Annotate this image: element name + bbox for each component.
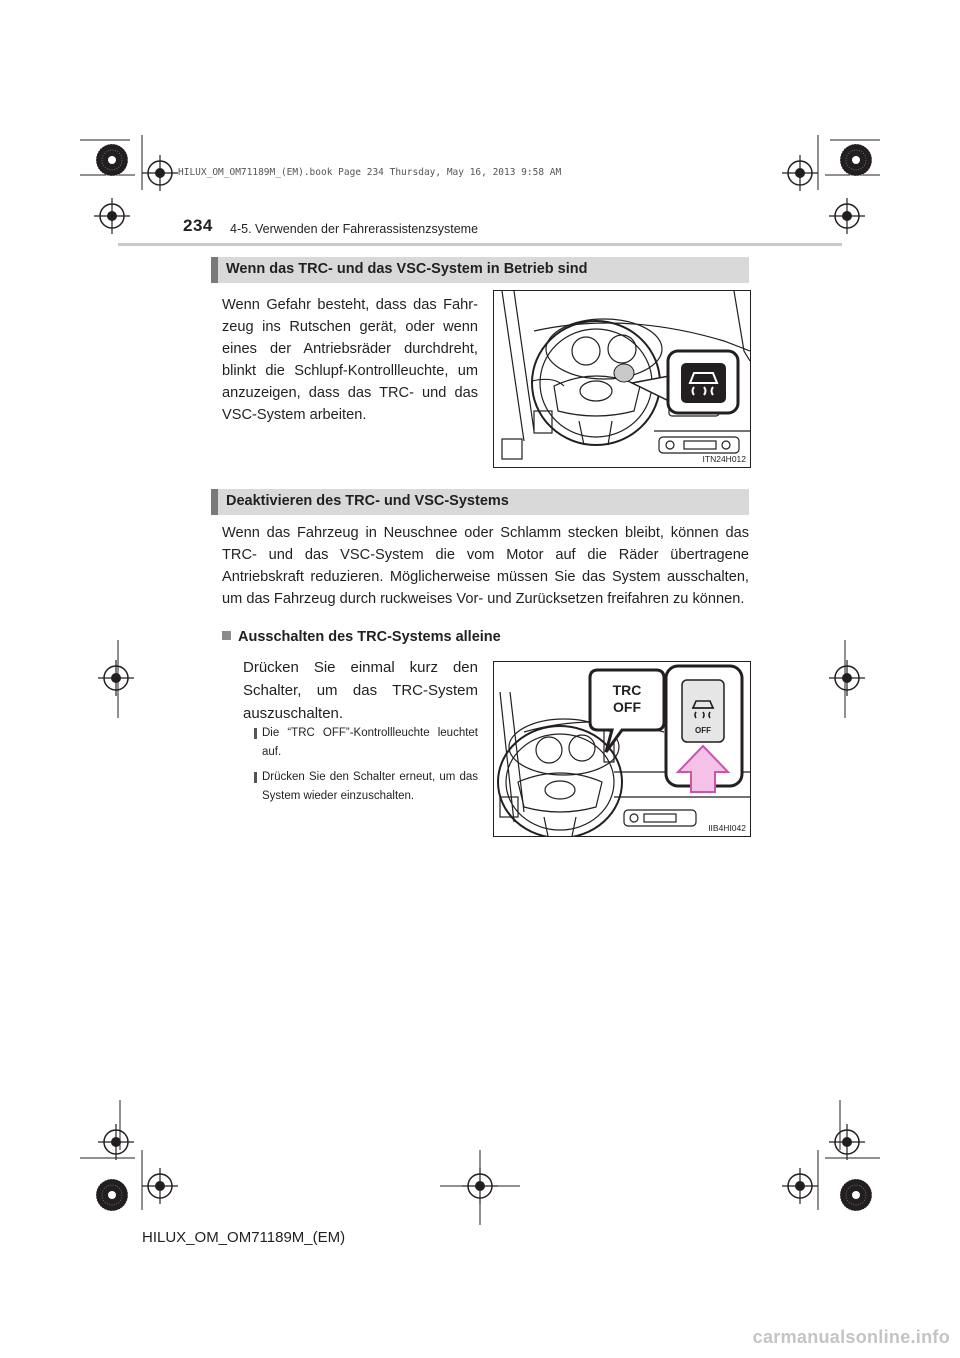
note-reactivate [262, 768, 478, 806]
page-number: 234 [183, 216, 213, 235]
figure-id: ITN24H012 [702, 454, 746, 464]
square-bullet-icon [222, 631, 231, 640]
section-heading-deactivate [211, 489, 749, 515]
header-rule [118, 243, 842, 246]
figure-id: IIB4HI042 [708, 823, 746, 833]
section2-paragraph: Wenn das Fahrzeug in Neuschnee oder Schlamm stecken bleibt, können das TRC- und das VSC-System die vom Motor auf die Räder übertragene Antriebskraft reduzieren. Möglicherweise müssen Sie das System ausschalten, um das Fahrzeug durch ruckweises Vor- und Zurücksetzen freifahren zu können. [222, 525, 749, 607]
watermark: carmanualsonline.info [752, 1327, 950, 1347]
note-bullet [254, 772, 257, 783]
figure-slip-indicator [493, 290, 751, 468]
footer-model-code: HILUX_OM_OM71189M_(EM) [142, 1229, 346, 1246]
section-heading-text: Wenn das TRC- und das VSC-System in Betrieb sind [226, 261, 588, 277]
section-heading-trc-vsc-active [211, 257, 749, 283]
print-info: HILUX_OM_OM71189M_(EM).book Page 234 Thursday, May 16, 2013 9:58 AM [178, 167, 562, 178]
chapter-title: 4-5. Verwenden der Fahrerassistenzsysteme [230, 222, 479, 236]
heading-accent [211, 257, 218, 283]
sub-heading [222, 629, 501, 645]
section1-paragraph: Wenn Gefahr besteht, dass das Fahrzeug ins Rutschen gerät, oder wenn eines der Antriebsräder durchdreht, blinkt die Schlupf-Kontrollleuchte, um anzuzeigen, dass das TRC- und das VSC-System arbeiten. [222, 297, 478, 423]
dashboard-illustration [494, 291, 750, 467]
note-text: Die “TRC OFF”-Kontrollleuchte leuchtet auf. [262, 727, 478, 758]
dashboard-switch-illustration [494, 662, 750, 836]
figure-trc-off-switch [493, 661, 751, 837]
note-indicator [262, 724, 478, 762]
callout-trc: TRC [612, 682, 642, 698]
sub-heading-text: Ausschalten des TRC-Systems alleine [238, 629, 501, 645]
sub-paragraph: Drücken Sie einmal kurz den Schalter, um das TRC-System auszuschalten. [243, 659, 478, 722]
callout-off: OFF [613, 699, 641, 715]
switch-off-label: OFF [695, 726, 711, 735]
note-text: Drücken Sie den Schalter erneut, um das System wieder einzuschalten. [262, 771, 478, 802]
heading-accent [211, 489, 218, 515]
note-bullet [254, 728, 257, 739]
section-heading-text: Deaktivieren des TRC- und VSC-Systems [226, 493, 509, 509]
